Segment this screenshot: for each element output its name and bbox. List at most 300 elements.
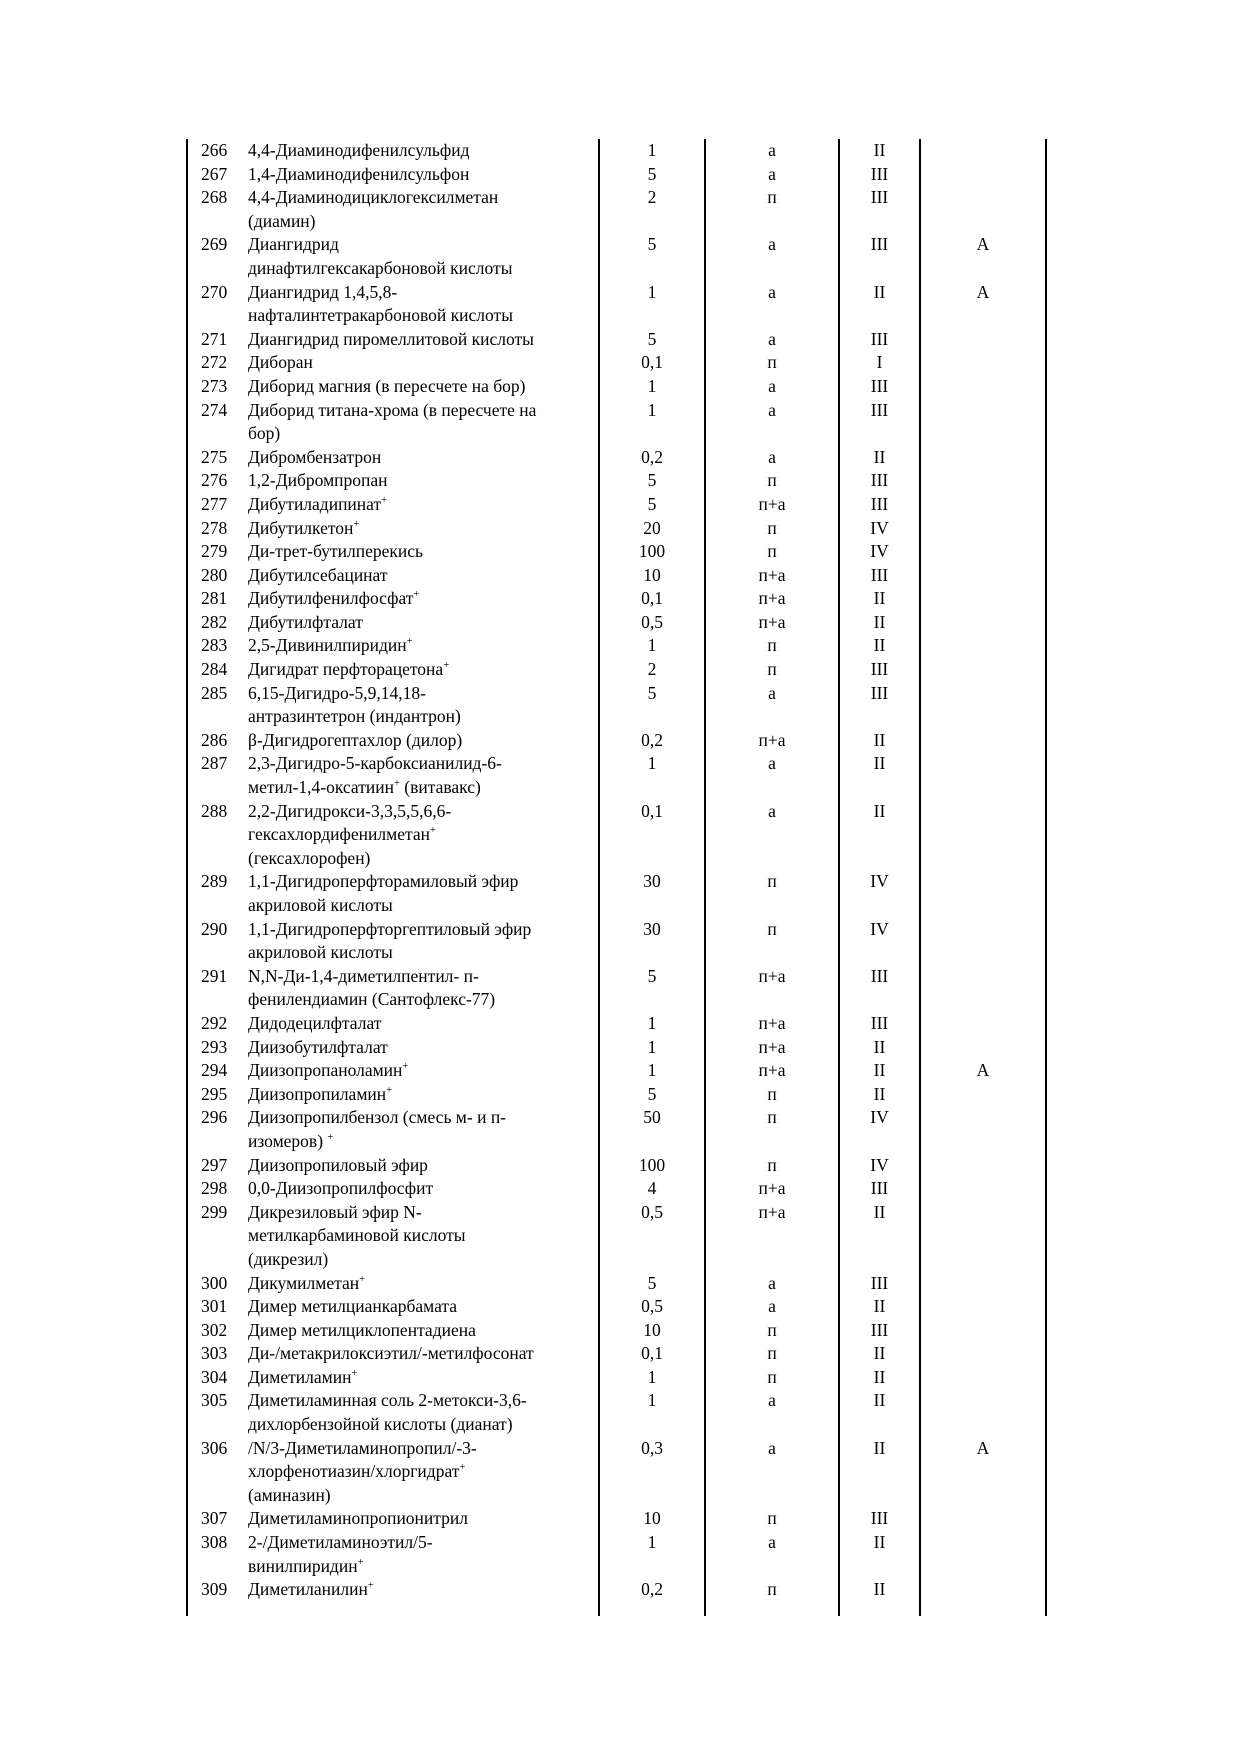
cell-number: 279 [187,540,248,564]
cell-hazard-class: III [839,682,920,729]
cell-substance-name: Дибутилкетон+ [248,517,599,541]
cell-hazard-class: III [839,328,920,352]
cell-substance-name: Диангидрид динафтилгексакарбоновой кислоты [248,233,599,280]
cell-hazard-class: III [839,1507,920,1531]
cell-number: 268 [187,186,248,233]
cell-note [920,1507,1046,1531]
cell-number: 296 [187,1106,248,1153]
cell-number: 287 [187,752,248,799]
cell-note [920,1342,1046,1366]
filler-cell [839,1602,920,1616]
cell-note [920,1319,1046,1343]
cell-note [920,517,1046,541]
cell-hazard-class: II [839,1531,920,1578]
cell-number: 275 [187,446,248,470]
cell-number: 272 [187,351,248,375]
cell-substance-name: 4,4-Диаминодифенилсульфид [248,139,599,163]
cell-number: 306 [187,1437,248,1508]
cell-mpc-value: 5 [599,163,705,187]
substances-table-body [187,139,1046,1616]
cell-substance-name: Диизобутилфталат [248,1036,599,1060]
cell-hazard-class: III [839,1272,920,1296]
cell-aggregate-state: а [705,1531,839,1578]
cell-mpc-value: 1 [599,634,705,658]
table-row [187,233,1046,280]
table-row [187,729,1046,753]
cell-mpc-value: 5 [599,233,705,280]
table-row [187,281,1046,328]
table-row [187,752,1046,799]
cell-substance-name: Дикумилметан+ [248,1272,599,1296]
cell-aggregate-state: п+а [705,611,839,635]
cell-mpc-value: 10 [599,564,705,588]
cell-note [920,1154,1046,1178]
cell-aggregate-state: п [705,918,839,965]
table-row [187,469,1046,493]
cell-hazard-class: II [839,1036,920,1060]
cell-hazard-class: II [839,281,920,328]
table-row [187,682,1046,729]
cell-number: 267 [187,163,248,187]
cell-number: 277 [187,493,248,517]
cell-aggregate-state: п+а [705,965,839,1012]
cell-number: 273 [187,375,248,399]
table-row [187,800,1046,871]
cell-number: 309 [187,1578,248,1602]
cell-hazard-class: II [839,1389,920,1436]
cell-hazard-class: II [839,139,920,163]
table-row [187,1295,1046,1319]
cell-hazard-class: IV [839,1106,920,1153]
cell-number: 303 [187,1342,248,1366]
substances-table [186,139,1047,1616]
cell-hazard-class: II [839,729,920,753]
cell-mpc-value: 1 [599,1036,705,1060]
cell-substance-name: Диборан [248,351,599,375]
table-row [187,1342,1046,1366]
cell-mpc-value: 0,5 [599,1201,705,1272]
cell-aggregate-state: п [705,351,839,375]
cell-hazard-class: III [839,1177,920,1201]
cell-hazard-class: III [839,965,920,1012]
cell-hazard-class: II [839,1295,920,1319]
cell-number: 284 [187,658,248,682]
cell-aggregate-state: п+а [705,1012,839,1036]
table-row [187,1437,1046,1508]
cell-number: 271 [187,328,248,352]
table-row [187,1319,1046,1343]
cell-hazard-class: III [839,469,920,493]
cell-mpc-value: 0,1 [599,800,705,871]
cell-aggregate-state: а [705,163,839,187]
cell-mpc-value: 5 [599,1083,705,1107]
cell-note [920,351,1046,375]
cell-note [920,965,1046,1012]
cell-aggregate-state: п+а [705,1036,839,1060]
cell-hazard-class: III [839,493,920,517]
cell-hazard-class: IV [839,540,920,564]
cell-aggregate-state: а [705,233,839,280]
superscript-plus-marker: + [393,778,400,790]
cell-number: 295 [187,1083,248,1107]
superscript-plus-marker: + [443,660,450,672]
cell-note [920,1201,1046,1272]
cell-note [920,634,1046,658]
cell-hazard-class: II [839,1083,920,1107]
cell-note [920,1272,1046,1296]
cell-aggregate-state: а [705,1272,839,1296]
cell-note: А [920,1437,1046,1508]
cell-mpc-value: 2 [599,658,705,682]
table-row [187,1012,1046,1036]
cell-mpc-value: 30 [599,918,705,965]
cell-aggregate-state: п [705,1083,839,1107]
cell-mpc-value: 5 [599,328,705,352]
cell-substance-name: Диборид титана-хрома (в пересчете на бор) [248,399,599,446]
table-row [187,1201,1046,1272]
cell-hazard-class: III [839,233,920,280]
superscript-plus-marker: + [381,495,388,507]
cell-note [920,186,1046,233]
cell-aggregate-state: а [705,281,839,328]
table-row [187,1578,1046,1602]
table-row [187,493,1046,517]
cell-number: 281 [187,587,248,611]
cell-number: 266 [187,139,248,163]
cell-note [920,163,1046,187]
cell-note [920,139,1046,163]
cell-substance-name: Диангидрид 1,4,5,8- нафталинтетракарбоновой кислоты [248,281,599,328]
cell-mpc-value: 1 [599,375,705,399]
cell-number: 285 [187,682,248,729]
table-row [187,870,1046,917]
table-row [187,1272,1046,1296]
table-row [187,564,1046,588]
table-row [187,1036,1046,1060]
cell-number: 269 [187,233,248,280]
cell-note: А [920,281,1046,328]
cell-substance-name: Диангидрид пиромеллитовой кислоты [248,328,599,352]
cell-aggregate-state: а [705,139,839,163]
cell-note [920,1106,1046,1153]
cell-number: 290 [187,918,248,965]
cell-aggregate-state: п [705,658,839,682]
table-row [187,186,1046,233]
cell-substance-name: Дибутилсебацинат [248,564,599,588]
cell-substance-name: Дидодецилфталат [248,1012,599,1036]
cell-aggregate-state: п [705,517,839,541]
cell-aggregate-state: п+а [705,1201,839,1272]
cell-mpc-value: 10 [599,1319,705,1343]
cell-aggregate-state: п [705,1342,839,1366]
cell-substance-name: Диизопропиловый эфир [248,1154,599,1178]
cell-note [920,540,1046,564]
cell-number: 307 [187,1507,248,1531]
cell-hazard-class: II [839,752,920,799]
cell-mpc-value: 0,1 [599,587,705,611]
cell-aggregate-state: а [705,399,839,446]
cell-number: 270 [187,281,248,328]
cell-note [920,1389,1046,1436]
cell-aggregate-state: п+а [705,493,839,517]
cell-mpc-value: 5 [599,1272,705,1296]
table-row [187,1507,1046,1531]
cell-hazard-class: III [839,1012,920,1036]
cell-number: 294 [187,1059,248,1083]
cell-substance-name: Дибутиладипинат+ [248,493,599,517]
cell-aggregate-state: п+а [705,1177,839,1201]
cell-aggregate-state: п [705,1106,839,1153]
cell-number: 305 [187,1389,248,1436]
cell-number: 297 [187,1154,248,1178]
cell-note [920,800,1046,871]
cell-substance-name: Ди-/метакрилоксиэтил/-метилфосонат [248,1342,599,1366]
cell-substance-name: 2,2-Дигидрокси-3,3,5,5,6,6- гексахлордифенилметан+ (гексахлорофен) [248,800,599,871]
cell-mpc-value: 5 [599,493,705,517]
cell-note [920,918,1046,965]
table-row [187,918,1046,965]
cell-substance-name: 1,2-Дибромпропан [248,469,599,493]
cell-aggregate-state: п [705,1578,839,1602]
table-row [187,658,1046,682]
cell-number: 282 [187,611,248,635]
cell-number: 293 [187,1036,248,1060]
cell-substance-name: Дибромбензатрон [248,446,599,470]
cell-number: 308 [187,1531,248,1578]
cell-mpc-value: 0,2 [599,446,705,470]
cell-aggregate-state: а [705,1295,839,1319]
cell-hazard-class: IV [839,870,920,917]
cell-substance-name: Диизопропилбензол (смесь м- и п- изомеров) + [248,1106,599,1153]
cell-substance-name: Дикрезиловый эфир N- метилкарбаминовой кислоты (дикрезил) [248,1201,599,1272]
cell-hazard-class: II [839,446,920,470]
cell-note [920,1531,1046,1578]
cell-substance-name: β-Дигидрогептахлор (дилор) [248,729,599,753]
cell-substance-name: 2,3-Дигидро-5-карбоксианилид-6- метил-1,4-оксатиин+ (витавакс) [248,752,599,799]
cell-number: 298 [187,1177,248,1201]
cell-mpc-value: 0,2 [599,1578,705,1602]
cell-mpc-value: 1 [599,1012,705,1036]
cell-hazard-class: III [839,1319,920,1343]
cell-hazard-class: II [839,1201,920,1272]
cell-substance-name: Диметиланилин+ [248,1578,599,1602]
cell-note [920,375,1046,399]
table-row [187,1389,1046,1436]
cell-hazard-class: III [839,163,920,187]
cell-hazard-class: III [839,186,920,233]
cell-number: 286 [187,729,248,753]
cell-note: А [920,1059,1046,1083]
cell-aggregate-state: п [705,540,839,564]
table-row [187,634,1046,658]
superscript-plus-marker: + [351,1368,358,1380]
table-row [187,540,1046,564]
superscript-plus-marker: + [406,636,413,648]
superscript-plus-marker: + [357,1556,364,1568]
cell-mpc-value: 0,1 [599,1342,705,1366]
cell-hazard-class: III [839,564,920,588]
cell-mpc-value: 20 [599,517,705,541]
cell-mpc-value: 2 [599,186,705,233]
cell-aggregate-state: а [705,752,839,799]
cell-substance-name: Димер метилциклопентадиена [248,1319,599,1343]
cell-note [920,870,1046,917]
cell-mpc-value: 5 [599,469,705,493]
superscript-plus-marker: + [353,518,360,530]
cell-aggregate-state: п [705,1366,839,1390]
table-row [187,1059,1046,1083]
cell-mpc-value: 5 [599,965,705,1012]
table-filler-row [187,1602,1046,1616]
cell-note [920,682,1046,729]
cell-aggregate-state: п [705,469,839,493]
cell-hazard-class: IV [839,517,920,541]
cell-substance-name: Диметиламинная соль 2-метокси-3,6- дихлорбензойной кислоты (дианат) [248,1389,599,1436]
cell-note [920,446,1046,470]
cell-hazard-class: I [839,351,920,375]
cell-hazard-class: II [839,1366,920,1390]
cell-hazard-class: II [839,1342,920,1366]
cell-hazard-class: II [839,1437,920,1508]
cell-hazard-class: IV [839,1154,920,1178]
cell-number: 280 [187,564,248,588]
cell-substance-name: Дибутилфталат [248,611,599,635]
cell-aggregate-state: п [705,186,839,233]
cell-number: 299 [187,1201,248,1272]
cell-hazard-class: II [839,587,920,611]
cell-substance-name: 1,1-Дигидроперфторамиловый эфир акриловой кислоты [248,870,599,917]
cell-aggregate-state: а [705,1437,839,1508]
cell-mpc-value: 100 [599,1154,705,1178]
cell-mpc-value: 1 [599,752,705,799]
cell-note [920,1295,1046,1319]
table-row [187,139,1046,163]
table-row [187,965,1046,1012]
cell-note [920,328,1046,352]
cell-substance-name: 6,15-Дигидро-5,9,14,18- антразинтетрон (индантрон) [248,682,599,729]
cell-mpc-value: 1 [599,281,705,328]
cell-aggregate-state: п [705,1319,839,1343]
cell-number: 289 [187,870,248,917]
cell-number: 283 [187,634,248,658]
cell-aggregate-state: п+а [705,564,839,588]
cell-hazard-class: III [839,399,920,446]
cell-note [920,729,1046,753]
superscript-plus-marker: + [327,1132,334,1144]
cell-hazard-class: II [839,1059,920,1083]
superscript-plus-marker: + [429,825,436,837]
cell-aggregate-state: а [705,328,839,352]
cell-number: 276 [187,469,248,493]
cell-aggregate-state: п+а [705,1059,839,1083]
table-row [187,517,1046,541]
cell-substance-name: Диметиламин+ [248,1366,599,1390]
cell-hazard-class: II [839,1578,920,1602]
cell-substance-name: Диметиламинопропионитрил [248,1507,599,1531]
cell-substance-name: 0,0-Диизопропилфосфит [248,1177,599,1201]
cell-substance-name: Ди-трет-бутилперекись [248,540,599,564]
cell-substance-name: N,N-Ди-1,4-диметилпентил- п- фенилендиамин (Сантофлекс-77) [248,965,599,1012]
cell-mpc-value: 30 [599,870,705,917]
cell-aggregate-state: а [705,682,839,729]
cell-mpc-value: 1 [599,1531,705,1578]
cell-note [920,658,1046,682]
cell-mpc-value: 1 [599,1389,705,1436]
table-row [187,587,1046,611]
table-row [187,1154,1046,1178]
cell-note [920,1083,1046,1107]
cell-aggregate-state: п+а [705,729,839,753]
cell-aggregate-state: п [705,870,839,917]
cell-note [920,587,1046,611]
cell-note: А [920,233,1046,280]
cell-mpc-value: 0,5 [599,1295,705,1319]
cell-number: 302 [187,1319,248,1343]
table-row [187,163,1046,187]
table-row [187,351,1046,375]
cell-aggregate-state: а [705,1389,839,1436]
cell-aggregate-state: п [705,1154,839,1178]
cell-mpc-value: 4 [599,1177,705,1201]
cell-hazard-class: IV [839,918,920,965]
cell-substance-name: 2-/Диметиламиноэтил/5- винилпиридин+ [248,1531,599,1578]
cell-mpc-value: 1 [599,399,705,446]
cell-mpc-value: 0,2 [599,729,705,753]
cell-hazard-class: II [839,800,920,871]
filler-cell [599,1602,705,1616]
cell-mpc-value: 10 [599,1507,705,1531]
cell-mpc-value: 1 [599,1366,705,1390]
cell-note [920,752,1046,799]
cell-note [920,1578,1046,1602]
table-row [187,611,1046,635]
cell-hazard-class: III [839,658,920,682]
cell-aggregate-state: п [705,634,839,658]
cell-note [920,399,1046,446]
cell-aggregate-state: п [705,1507,839,1531]
filler-cell [705,1602,839,1616]
table-row [187,1366,1046,1390]
cell-hazard-class: III [839,375,920,399]
cell-number: 274 [187,399,248,446]
superscript-plus-marker: + [367,1580,374,1592]
superscript-plus-marker: + [413,589,420,601]
cell-substance-name: Диизопропаноламин+ [248,1059,599,1083]
cell-mpc-value: 50 [599,1106,705,1153]
cell-substance-name: Дибутилфенилфосфат+ [248,587,599,611]
cell-number: 292 [187,1012,248,1036]
cell-mpc-value: 1 [599,139,705,163]
cell-substance-name: Димер метилцианкарбамата [248,1295,599,1319]
table-row [187,1531,1046,1578]
cell-number: 300 [187,1272,248,1296]
table-row [187,375,1046,399]
cell-note [920,1366,1046,1390]
cell-substance-name: Дигидрат перфторацетона+ [248,658,599,682]
cell-aggregate-state: а [705,375,839,399]
cell-number: 304 [187,1366,248,1390]
cell-mpc-value: 0,5 [599,611,705,635]
table-row [187,328,1046,352]
cell-mpc-value: 0,3 [599,1437,705,1508]
table-row [187,399,1046,446]
cell-note [920,493,1046,517]
cell-substance-name: 1,1-Дигидроперфторгептиловый эфир акриловой кислоты [248,918,599,965]
cell-note [920,564,1046,588]
cell-note [920,1012,1046,1036]
cell-hazard-class: II [839,634,920,658]
cell-number: 288 [187,800,248,871]
